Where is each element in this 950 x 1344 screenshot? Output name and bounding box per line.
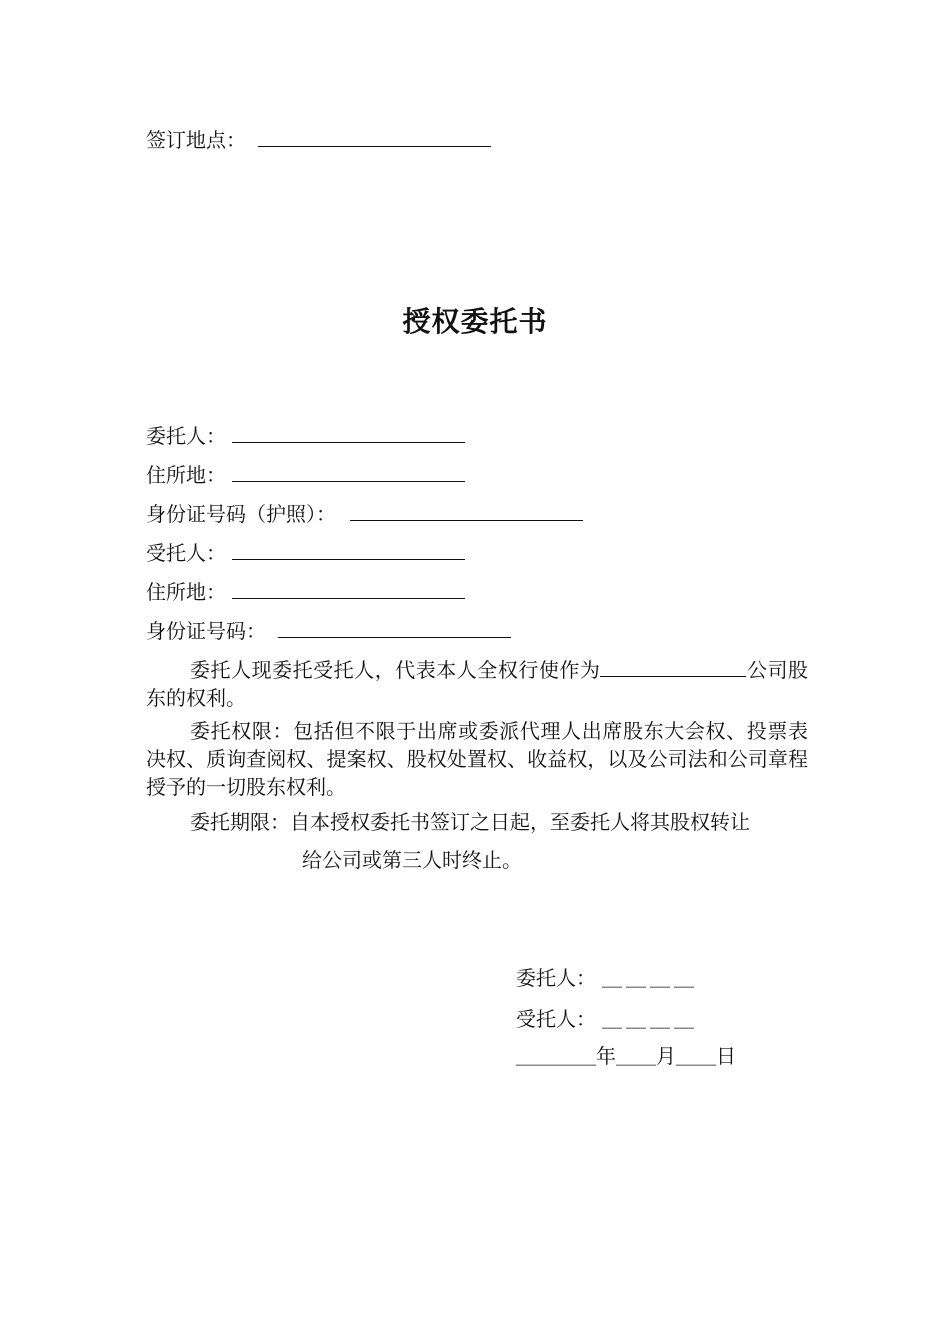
principal-address-label: 住所地：: [146, 463, 226, 487]
principal-address-row: [146, 461, 465, 487]
agent-row: [146, 539, 465, 565]
agent-address-row: [146, 578, 465, 604]
agent-address-blank[interactable]: [232, 578, 465, 599]
principal-address-blank[interactable]: [232, 461, 465, 482]
paragraph-scope: 委托权限：包括但不限于出席或委派代理人出席股东大会权、投票表决权、质询查阅权、提案权、股权处置权、收益权，以及公司法和公司章程授予的一切股东权利。: [146, 719, 808, 799]
paragraph-authorization: [146, 656, 808, 712]
signature-principal-row: [516, 966, 698, 990]
signature-agent-label: 受托人：: [516, 1007, 596, 1031]
principal-id-label: 身份证号码（护照）：: [146, 502, 336, 526]
paragraph-term-line1: 委托期限：自本授权委托书签订之日起，至委托人将其股权转让: [190, 810, 750, 834]
agent-address-label: 住所地：: [146, 580, 226, 604]
document-title: 授权委托书: [402, 305, 548, 338]
sign-place-blank[interactable]: [258, 126, 491, 147]
agent-id-label: 身份证号码：: [146, 619, 266, 643]
sign-place-label: 签订地点：: [146, 128, 246, 152]
agent-label: 受托人：: [146, 541, 226, 565]
principal-id-blank[interactable]: [350, 500, 583, 521]
signature-principal-label: 委托人：: [516, 966, 596, 990]
sign-place-row: [146, 126, 491, 152]
signature-agent-blank[interactable]: ＿＿＿＿: [602, 1007, 698, 1031]
principal-id-row: [146, 500, 583, 526]
principal-blank[interactable]: [232, 422, 465, 443]
agent-id-blank[interactable]: [278, 617, 511, 638]
paragraph-term-line2: 给公司或第三人时终止。: [302, 848, 522, 872]
paragraph-authorization-end: 公司股东的权利。: [146, 658, 809, 710]
signature-agent-row: [516, 1007, 698, 1031]
agent-blank[interactable]: [232, 539, 465, 560]
principal-label: 委托人：: [146, 424, 226, 448]
signature-principal-blank[interactable]: ＿＿＿＿: [602, 966, 698, 990]
company-name-blank[interactable]: [600, 658, 746, 677]
principal-row: [146, 422, 465, 448]
paragraph-authorization-start: 委托人现委托受托人，代表本人全权行使作为: [190, 658, 601, 682]
agent-id-row: [146, 617, 511, 643]
signature-date[interactable]: ＿＿＿＿年＿＿月＿＿日: [516, 1044, 736, 1068]
